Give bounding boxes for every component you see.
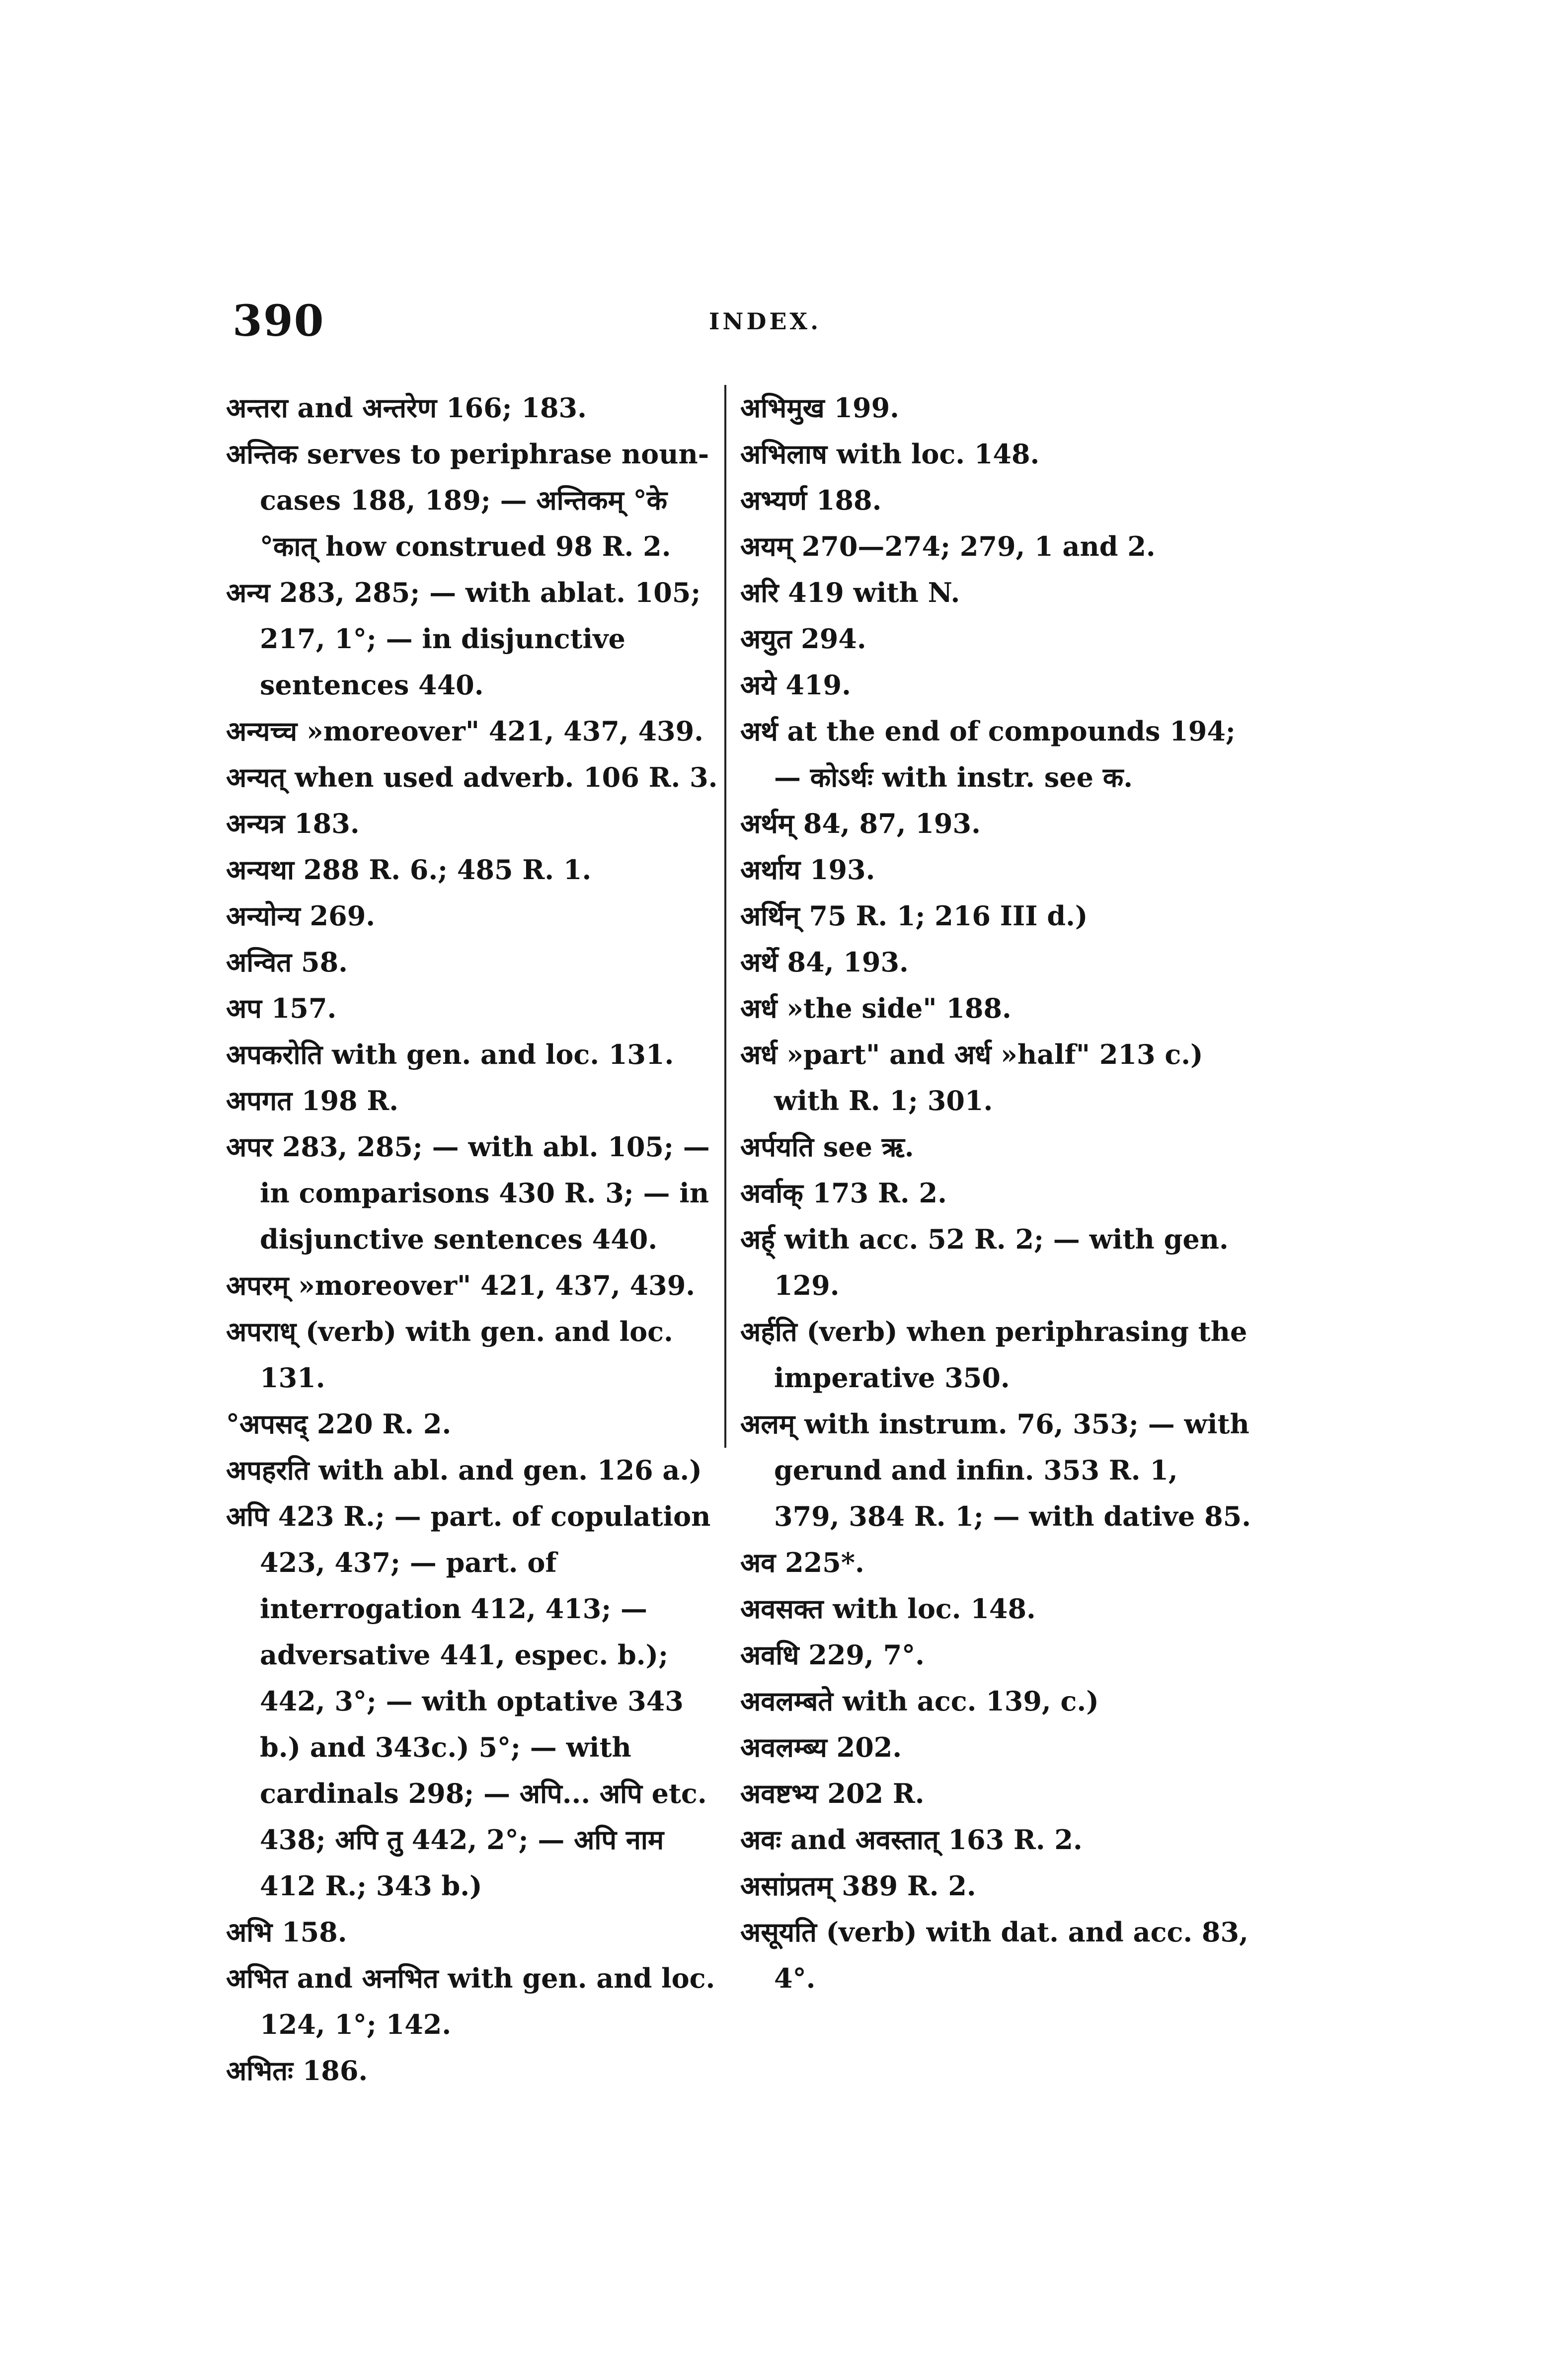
index-entry: अर्ह् with acc. 52 R. 2; — with gen. 129. (740, 1223, 1229, 1301)
index-entry: अभितः 186. (226, 2055, 368, 2086)
index-column-right (740, 385, 1252, 2002)
index-entry: अन्यथा 288 R. 6.; 485 R. 1. (226, 854, 592, 886)
index-entry: अलम् with instrum. 76, 353; — with gerund and infin. 353 R. 1, 379, 384 R. 1; — with dative 85. (740, 1408, 1251, 1532)
index-entry: असांप्रतम् 389 R. 2. (740, 1870, 976, 1902)
index-entry: अभिमुख 199. (740, 392, 899, 424)
index-entry: अभि 158. (226, 1916, 347, 1948)
index-entry: अयम् 270—274; 279, 1 and 2. (740, 530, 1156, 562)
index-entry: अपर 283, 285; — with abl. 105; — in comparisons 430 R. 3; — in disjunctive sentences 440. (226, 1131, 710, 1255)
index-entry: अपराध् (verb) with gen. and loc. 131. (226, 1316, 673, 1394)
index-entry: अन्तरा and अन्तरेण 166; 183. (226, 392, 587, 424)
index-entry: अभिलाष with loc. 148. (740, 438, 1040, 470)
index-entry: अपि 423 R.; — part. of copulation 423, 437; — part. of interrogation 412, 413; — adversative 441, espec. b.); 442, 3°; — with optative 343 b.) and 343c.) 5°; — with cardinals 298; — अपि... अपि etc. 438; अपि तु 442, 2°; — अपि नाम 412 R.; 343 b.) (226, 1500, 711, 1902)
index-entry: अर्थ at the end of compounds 194; — कोऽर्थः with instr. see क. (740, 715, 1236, 793)
index-entry: अवः and अवस्तात् 163 R. 2. (740, 1824, 1083, 1856)
column-divider (724, 385, 726, 1448)
index-entry: अरि 419 with N. (740, 577, 960, 608)
index-entry: अपगत 198 R. (226, 1085, 399, 1116)
index-entry: अन्यत्र 183. (226, 808, 360, 839)
index-entry: अपहरति with abl. and gen. 126 a.) (226, 1454, 702, 1486)
index-entry: अपरम् »moreover" 421, 437, 439. (226, 1269, 696, 1301)
index-entry: अन्य 283, 285; — with ablat. 105; 217, 1°; — in disjunctive sentences 440. (226, 577, 701, 701)
running-head: INDEX. (708, 308, 822, 335)
index-entry: अन्योन्य 269. (226, 900, 376, 932)
index-entry: असूयति (verb) with dat. and acc. 83, 4°. (740, 1916, 1248, 1994)
index-entry: अर्पयति see ऋ. (740, 1131, 914, 1163)
index-entry: अभित and अनभित with gen. and loc. 124, 1°; 142. (226, 1962, 715, 2040)
page-number: 390 (233, 296, 325, 346)
index-entry: अवधि 229, 7°. (740, 1639, 925, 1671)
index-entry: अर्वाक् 173 R. 2. (740, 1177, 947, 1209)
index-entry: अर्थम् 84, 87, 193. (740, 808, 981, 839)
index-entry: अर्थाय 193. (740, 854, 875, 886)
index-entry: अवष्टभ्य 202 R. (740, 1778, 925, 1809)
index-column-left (226, 385, 723, 2094)
index-entry: अवसक्त with loc. 148. (740, 1593, 1036, 1625)
index-entry: अर्हति (verb) when periphrasing the imperative 350. (740, 1316, 1247, 1394)
index-entry: अन्यच्च »moreover" 421, 437, 439. (226, 715, 703, 747)
index-entry: अवलम्बते with acc. 139, c.) (740, 1685, 1099, 1717)
index-entry: अपकरोति with gen. and loc. 131. (226, 1039, 674, 1070)
index-entry: अन्यत् when used adverb. 106 R. 3. (226, 761, 718, 793)
index-entry: अर्ध »part" and अर्ध »half" 213 c.) with R. 1; 301. (740, 1039, 1203, 1116)
index-entry: अव 225*. (740, 1547, 864, 1578)
index-entry: अप 157. (226, 992, 337, 1024)
index-entry: अर्थिन् 75 R. 1; 216 III d.) (740, 900, 1088, 932)
index-entry: अर्थे 84, 193. (740, 946, 909, 978)
index-entry: अन्तिक serves to periphrase noun-cases 188, 189; — अन्तिकम् °के °कात् how construed 98 R. 2. (226, 438, 709, 562)
index-entry: अवलम्ब्य 202. (740, 1731, 902, 1763)
index-entry: अभ्यर्ण 188. (740, 484, 882, 516)
index-entry: अन्वित 58. (226, 946, 348, 978)
index-entry: अयुत 294. (740, 623, 866, 655)
index-entry: अये 419. (740, 669, 851, 701)
index-entry: °अपसद् 220 R. 2. (226, 1408, 452, 1440)
index-entry: अर्ध »the side" 188. (740, 992, 1012, 1024)
